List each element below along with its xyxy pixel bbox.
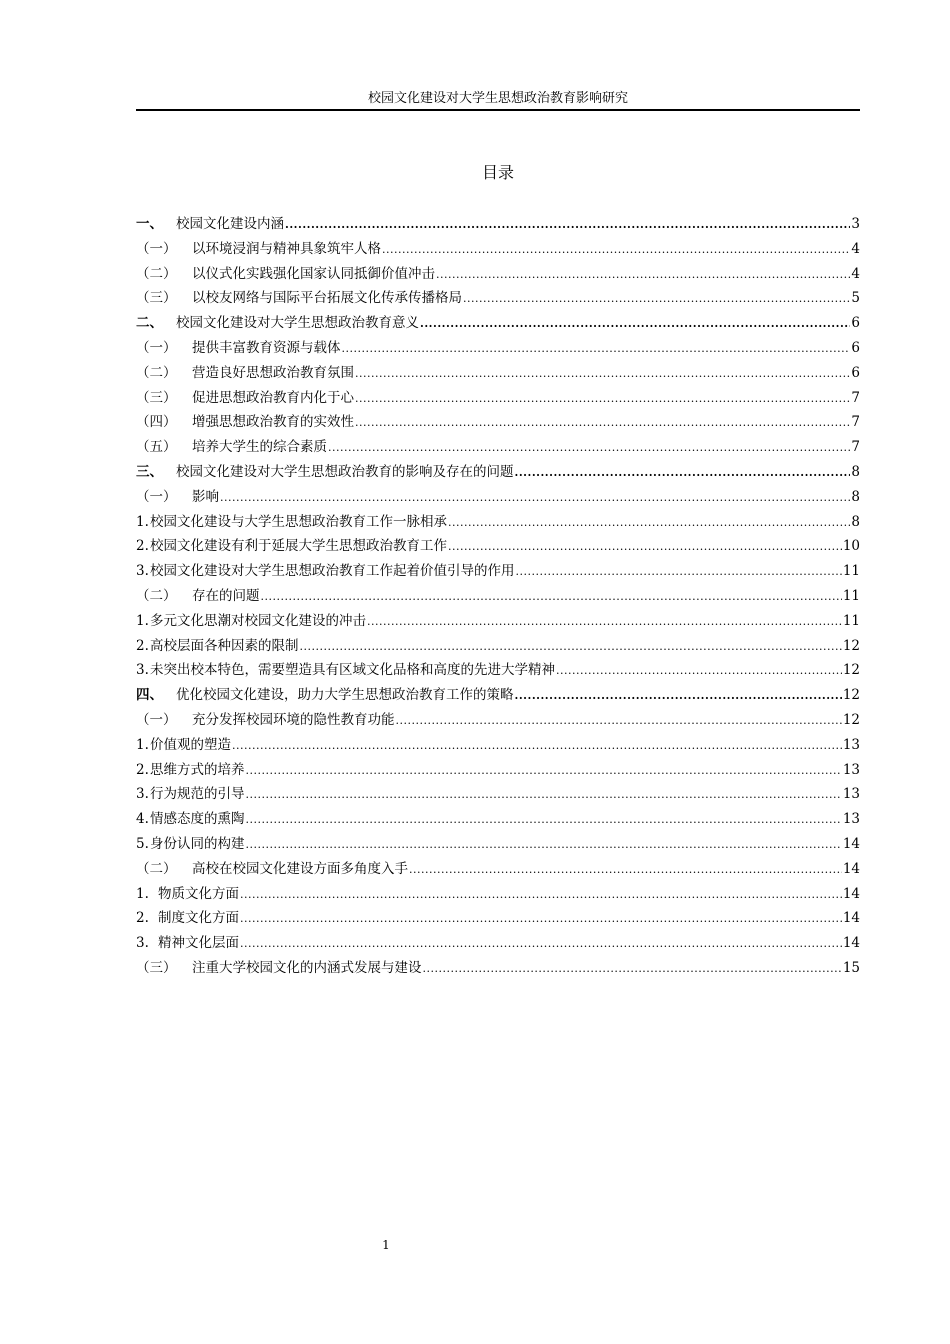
toc-dot-leader bbox=[516, 565, 842, 578]
toc-dot-leader bbox=[448, 540, 842, 553]
toc-entry-title: 物质文化方面 bbox=[158, 885, 239, 902]
toc-entry[interactable] bbox=[136, 311, 860, 336]
toc-entry-number: （五） bbox=[136, 439, 177, 456]
toc-entry-page: 6 bbox=[851, 339, 860, 356]
toc-entry-number: 3. bbox=[136, 935, 149, 952]
toc-entry-page: 11 bbox=[842, 563, 860, 580]
toc-entry[interactable] bbox=[136, 212, 860, 237]
toc-entry-title: 注重大学校园文化的内涵式发展与建设 bbox=[192, 959, 422, 976]
toc-entry-title: 多元文化思潮对校园文化建设的冲击 bbox=[150, 612, 366, 629]
toc-entry-page: 15 bbox=[842, 959, 860, 976]
toc-entry-page: 13 bbox=[842, 761, 860, 778]
toc-entry[interactable] bbox=[136, 708, 860, 733]
toc-entry[interactable] bbox=[136, 534, 860, 559]
toc-dot-leader bbox=[515, 466, 851, 479]
toc-entry-page: 6 bbox=[851, 364, 860, 381]
toc-entry-title: 优化校园文化建设，助力大学生思想政治教育工作的策略 bbox=[176, 687, 514, 704]
toc-entry-page: 12 bbox=[842, 711, 860, 728]
toc-entry-title: 精神文化层面 bbox=[158, 935, 239, 952]
toc-entry-number: （四） bbox=[136, 414, 177, 431]
toc-entry-title: 校园文化建设有利于延展大学生思想政治教育工作 bbox=[150, 538, 447, 555]
toc-entry-number: （一） bbox=[136, 240, 177, 257]
toc-entry-number: （一） bbox=[136, 711, 177, 728]
toc-entry-title: 影响 bbox=[192, 488, 219, 505]
toc-dot-leader bbox=[396, 714, 842, 727]
toc-entry[interactable] bbox=[136, 931, 860, 956]
toc-dot-leader bbox=[285, 218, 850, 231]
toc-entry-page: 6 bbox=[851, 315, 860, 332]
header-title: 校园文化建设对大学生思想政治教育影响研究 bbox=[367, 91, 628, 106]
toc-entry-title: 营造良好思想政治教育氛围 bbox=[192, 364, 354, 381]
toc-entry-number: （二） bbox=[136, 364, 177, 381]
toc-entry-title: 以环境浸润与精神具象筑牢人格 bbox=[192, 240, 381, 257]
toc-entry-number: （三） bbox=[136, 290, 177, 307]
toc-entry-number: 3. bbox=[136, 563, 149, 580]
toc-entry[interactable] bbox=[136, 386, 860, 411]
page-header bbox=[136, 91, 860, 111]
toc-dot-leader bbox=[220, 491, 850, 504]
toc-entry-page: 8 bbox=[851, 488, 860, 505]
toc-entry[interactable] bbox=[136, 286, 860, 311]
toc-entry-page: 4 bbox=[851, 240, 860, 257]
toc-entry-number: 二、 bbox=[136, 315, 163, 332]
toc-entry-title: 校园文化建设对大学生思想政治教育工作起着价值引导的作用 bbox=[150, 563, 515, 580]
toc-entry-page: 4 bbox=[851, 265, 860, 282]
toc-entry-page: 7 bbox=[851, 414, 860, 431]
toc-entry[interactable] bbox=[136, 559, 860, 584]
toc-dot-leader bbox=[246, 788, 842, 801]
toc-entry[interactable] bbox=[136, 956, 860, 981]
toc-entry-number: （二） bbox=[136, 587, 177, 604]
toc-dot-leader bbox=[423, 962, 842, 975]
toc-entry-page: 14 bbox=[842, 860, 860, 877]
toc-entry-title: 存在的问题 bbox=[192, 587, 260, 604]
toc-entry-page: 12 bbox=[842, 662, 860, 679]
toc-entry[interactable] bbox=[136, 262, 860, 287]
toc-entry[interactable] bbox=[136, 782, 860, 807]
toc-entry-number: 1. bbox=[136, 513, 149, 530]
toc-entry-number: 4. bbox=[136, 811, 149, 828]
toc-entry[interactable] bbox=[136, 485, 860, 510]
toc-entry-title: 制度文化方面 bbox=[158, 910, 239, 927]
toc-entry-number: 3. bbox=[136, 662, 149, 679]
toc-entry[interactable] bbox=[136, 733, 860, 758]
toc-entry-title: 校园文化建设内涵 bbox=[176, 216, 284, 232]
toc-entry-page: 13 bbox=[842, 811, 860, 828]
toc-entry-title: 提供丰富教育资源与载体 bbox=[192, 339, 341, 356]
toc-entry-title: 未突出校本特色，需要塑造具有区域文化品格和高度的先进大学精神 bbox=[150, 662, 555, 679]
toc-entry[interactable] bbox=[136, 683, 860, 708]
toc-entry-title: 高校层面各种因素的限制 bbox=[150, 637, 299, 654]
toc-entry-number: （二） bbox=[136, 860, 177, 877]
toc-entry-page: 7 bbox=[851, 389, 860, 406]
toc-dot-leader bbox=[300, 640, 842, 653]
toc-dot-leader bbox=[436, 268, 850, 281]
toc-entry-page: 8 bbox=[851, 513, 860, 530]
toc-entry-page: 10 bbox=[842, 538, 860, 555]
toc-dot-leader bbox=[409, 863, 842, 876]
toc-entry-number: 1. bbox=[136, 612, 149, 629]
toc-entry-title: 身份认同的构建 bbox=[150, 835, 245, 852]
toc-dot-leader bbox=[355, 392, 850, 405]
toc-entry-page: 14 bbox=[842, 935, 860, 952]
toc-entry-page: 14 bbox=[842, 885, 860, 902]
toc-title: 目录 bbox=[481, 163, 514, 182]
toc-entry[interactable] bbox=[136, 832, 860, 857]
page-number-text: 1 bbox=[382, 1238, 390, 1252]
toc-entry-number: 5. bbox=[136, 835, 149, 852]
toc-entry-title: 校园文化建设对大学生思想政治教育意义 bbox=[176, 315, 419, 332]
toc-entry[interactable] bbox=[136, 361, 860, 386]
toc-entry-number: 2. bbox=[136, 538, 149, 555]
toc-entry-number: （二） bbox=[136, 265, 177, 282]
toc-entry-number: 一、 bbox=[136, 216, 163, 232]
toc-entry-page: 12 bbox=[842, 687, 860, 704]
toc-entry-page: 5 bbox=[851, 290, 860, 307]
toc-dot-leader bbox=[232, 739, 842, 752]
toc-dot-leader bbox=[342, 342, 851, 355]
toc-entry-page: 12 bbox=[842, 637, 860, 654]
toc-entry-number: 3. bbox=[136, 786, 149, 803]
toc-dot-leader bbox=[556, 664, 842, 677]
toc-entry[interactable] bbox=[136, 807, 860, 832]
toc-entry[interactable] bbox=[136, 758, 860, 783]
toc-entry-title: 充分发挥校园环境的隐性教育功能 bbox=[192, 711, 395, 728]
toc-entry-title: 以仪式化实践强化国家认同抵御价值冲击 bbox=[192, 265, 435, 282]
toc-dot-leader bbox=[355, 416, 850, 429]
table-of-contents bbox=[136, 212, 860, 981]
toc-entry-page: 7 bbox=[851, 439, 860, 456]
toc-entry-title: 价值观的塑造 bbox=[150, 736, 231, 753]
toc-entry-number: 三、 bbox=[136, 463, 163, 480]
toc-dot-leader bbox=[261, 590, 842, 603]
toc-entry[interactable] bbox=[136, 857, 860, 882]
toc-entry-page: 14 bbox=[842, 835, 860, 852]
toc-dot-leader bbox=[328, 441, 850, 454]
toc-entry-page: 3 bbox=[851, 216, 860, 232]
toc-entry[interactable] bbox=[136, 336, 860, 361]
toc-entry[interactable] bbox=[136, 410, 860, 435]
toc-entry[interactable] bbox=[136, 237, 860, 262]
toc-entry[interactable] bbox=[136, 510, 860, 535]
toc-dot-leader bbox=[420, 317, 850, 330]
toc-entry-title: 促进思想政治教育内化于心 bbox=[192, 389, 354, 406]
toc-entry-number: （一） bbox=[136, 488, 177, 505]
toc-entry[interactable] bbox=[136, 658, 860, 683]
toc-entry-title: 情感态度的熏陶 bbox=[150, 811, 245, 828]
toc-entry-number: 四、 bbox=[136, 687, 163, 704]
toc-entry-number: 2. bbox=[136, 637, 149, 654]
toc-entry-page: 13 bbox=[842, 736, 860, 753]
toc-entry[interactable] bbox=[136, 435, 860, 460]
toc-dot-leader bbox=[367, 615, 842, 628]
toc-entry[interactable] bbox=[136, 609, 860, 634]
toc-entry-title: 培养大学生的综合素质 bbox=[192, 439, 327, 456]
toc-entry-page: 14 bbox=[842, 910, 860, 927]
toc-dot-leader bbox=[515, 689, 842, 702]
toc-entry-number: 2. bbox=[136, 761, 149, 778]
toc-dot-leader bbox=[240, 888, 842, 901]
toc-entry-page: 13 bbox=[842, 786, 860, 803]
toc-entry-title: 思维方式的培养 bbox=[150, 761, 245, 778]
toc-entry-title: 增强思想政治教育的实效性 bbox=[192, 414, 354, 431]
toc-dot-leader bbox=[240, 912, 842, 925]
toc-dot-leader bbox=[448, 516, 850, 529]
toc-entry-page: 8 bbox=[851, 463, 860, 480]
page-number bbox=[136, 1238, 636, 1252]
toc-entry-title: 行为规范的引导 bbox=[150, 786, 245, 803]
toc-entry-number: 1. bbox=[136, 885, 149, 902]
toc-entry-title: 校园文化建设对大学生思想政治教育的影响及存在的问题 bbox=[176, 463, 514, 480]
toc-entry-number: （一） bbox=[136, 339, 177, 356]
toc-dot-leader bbox=[240, 937, 842, 950]
toc-dot-leader bbox=[382, 243, 850, 256]
toc-entry-number: （三） bbox=[136, 389, 177, 406]
toc-entry-page: 11 bbox=[842, 587, 860, 604]
toc-entry-number: 2. bbox=[136, 910, 149, 927]
toc-entry-title: 高校在校园文化建设方面多角度入手 bbox=[192, 860, 408, 877]
toc-dot-leader bbox=[463, 292, 850, 305]
toc-dot-leader bbox=[355, 367, 850, 380]
toc-entry-number: （三） bbox=[136, 959, 177, 976]
toc-entry-number: 1. bbox=[136, 736, 149, 753]
toc-entry-title: 校园文化建设与大学生思想政治教育工作一脉相承 bbox=[150, 513, 447, 530]
toc-entry-page: 11 bbox=[842, 612, 860, 629]
toc-dot-leader bbox=[246, 838, 842, 851]
toc-entry[interactable] bbox=[136, 584, 860, 609]
toc-entry[interactable] bbox=[136, 460, 860, 485]
toc-dot-leader bbox=[246, 813, 842, 826]
toc-entry[interactable] bbox=[136, 906, 860, 931]
toc-entry[interactable] bbox=[136, 634, 860, 659]
toc-dot-leader bbox=[246, 764, 842, 777]
toc-entry[interactable] bbox=[136, 882, 860, 907]
toc-entry-title: 以校友网络与国际平台拓展文化传承传播格局 bbox=[192, 290, 462, 307]
